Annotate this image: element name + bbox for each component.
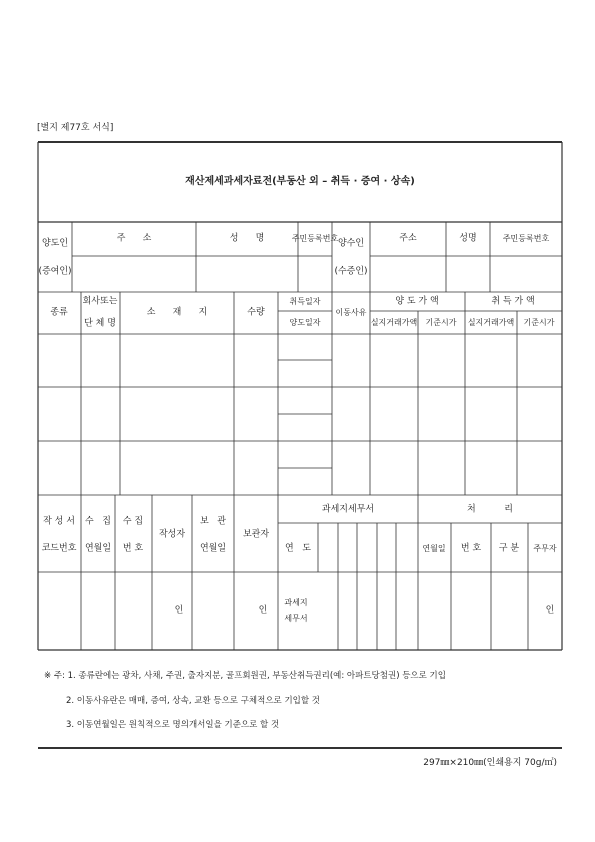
writer-code-header-2: 코드번호: [41, 543, 77, 554]
paper-spec: 297㎜×210㎜(인쇄용지 70g/㎡): [423, 758, 557, 768]
address2-label: 주소: [399, 233, 417, 244]
tax-office-cell-2: 세무서: [284, 614, 308, 623]
manager-header: 주무자: [533, 544, 557, 553]
resident-no-label: 주민등록번호: [291, 234, 339, 243]
actual-price2-header: 실지거래가액: [467, 318, 515, 327]
writer-code-header-1: 작 성 서: [43, 516, 75, 527]
process-no-header: 번 호: [460, 543, 482, 554]
note-3: 3. 이동연월일은 원칙적으로 명의개서일을 기준으로 할 것: [66, 720, 280, 730]
manager-seal: 인: [545, 605, 555, 616]
transferor-label: 양도인: [41, 238, 69, 249]
location-header: 소 재 지: [146, 307, 208, 318]
collect-no-header-1: 수 집: [122, 516, 144, 527]
note-2: 2. 이동사유란은 매매, 증여, 상속, 교환 등으로 구체적으로 기입할 것: [66, 696, 321, 706]
resident-no2-label: 주민등록번호: [502, 234, 550, 243]
company-header-2: 단 체 명: [84, 318, 116, 329]
collect-date-header-1: 수 집: [85, 516, 111, 527]
tax-office-header: 과세지세무서: [321, 504, 375, 515]
note-1: ※ 주: 1. 종류란에는 광차, 사채, 주권, 출자지분, 골프회원권, 부동산취득권리(예: 아파트당첨권) 등으로 기입: [44, 671, 446, 681]
division-header: 구 분: [498, 543, 520, 554]
transferee-sub-label: (수증인): [334, 266, 368, 277]
move-reason-header: 이동사유: [335, 308, 367, 317]
keeper-seal: 인: [258, 605, 268, 616]
tax-office-cell-1: 과세지: [284, 598, 308, 607]
writer-header: 작성자: [158, 529, 186, 540]
process-date-header: 연월일: [422, 544, 446, 553]
process-header: 처 리: [467, 504, 513, 515]
name-label: 성 명: [229, 233, 265, 244]
transfer-date-header: 양도일자: [289, 318, 321, 327]
writer-seal: 인: [174, 605, 184, 616]
address-label: 주 소: [116, 233, 152, 244]
name2-label: 성명: [459, 233, 477, 244]
keeper-header: 보관자: [242, 529, 270, 540]
standard-price-header: 기준시가: [425, 318, 457, 327]
quantity-header: 수량: [247, 307, 265, 318]
report-date-header-1: 보 관: [200, 516, 226, 527]
kind-header: 종류: [50, 307, 68, 318]
acq-date-header: 취득일자: [289, 297, 321, 306]
year-header: 연 도: [285, 543, 311, 554]
standard-price2-header: 기준시가: [523, 318, 555, 327]
transferor-sub-label: (증여인): [38, 266, 72, 277]
form-number: [별지 제77호 서식]: [37, 123, 114, 133]
transferee-label: 양수인: [337, 238, 365, 249]
company-header-1: 회사또는: [82, 296, 118, 307]
form-title: 재산제세과세자료전(부동산 외 – 취득 · 증여 · 상속): [185, 176, 415, 187]
collect-no-header-2: 번 호: [122, 543, 144, 554]
actual-price-header: 실지거래가액: [370, 318, 418, 327]
acq-price-header: 취 득 가 액: [491, 296, 535, 307]
report-date-header-2: 연월일: [199, 543, 227, 554]
collect-date-header-2: 연월일: [84, 543, 112, 554]
transfer-price-header: 양 도 가 액: [395, 296, 439, 307]
